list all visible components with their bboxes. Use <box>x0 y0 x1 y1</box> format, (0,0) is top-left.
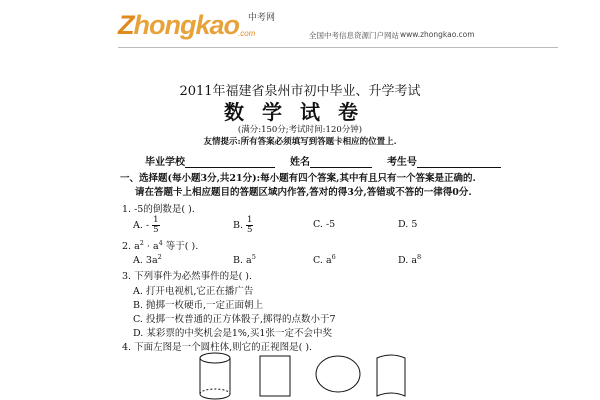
q1-b-num: 1 <box>247 215 253 225</box>
q1-a-label: A. - <box>133 220 150 231</box>
q2-stem-exp2: 4 <box>158 238 163 247</box>
q2-option-c <box>313 253 336 266</box>
q1-stem: 1. -5的倒数是( ). <box>122 204 195 215</box>
option-a-rectangle-figure <box>260 356 290 396</box>
q1-option-d: D. 5 <box>398 219 418 230</box>
q2-stem-a: 2. a <box>122 241 140 252</box>
q1-b-fraction <box>246 216 253 235</box>
site-tagline: 全国中考信息资源门户网站 <box>309 31 399 40</box>
student-info-row <box>145 153 501 168</box>
q3-option-c: C. 投掷一枚普通的正方体骰子,掷得的点数小于7 <box>133 314 336 325</box>
q2-stem-mid: · a <box>143 241 159 252</box>
logo-letter: Z <box>118 10 134 40</box>
q2-stem-exp1: 2 <box>139 238 144 247</box>
q3-stem: 3. 下列事件为必然事件的是( ). <box>122 271 253 282</box>
site-header <box>0 0 600 60</box>
q2-b-base: B. a <box>233 255 252 267</box>
q1-b-label: B. <box>233 220 244 231</box>
section1-heading: 一、选择题(每小题3分,共21分):每小题有四个答案,其中有且只有一个答案是正确的. <box>120 173 476 184</box>
site-url[interactable]: www.zhongkao.com <box>400 30 475 39</box>
q2-c-exp: 6 <box>331 253 336 261</box>
q2-stem-end: 等于( ). <box>162 241 199 252</box>
q1-option-a <box>133 216 160 235</box>
q2-d-base: D. a <box>398 255 417 267</box>
site-logo[interactable] <box>118 10 239 41</box>
header-divider <box>118 47 558 48</box>
q1-a-fraction <box>152 216 159 235</box>
option-c-curved-figure <box>377 355 405 396</box>
logo-cn-text: 中考网 <box>248 13 276 23</box>
q2-stem <box>122 238 198 252</box>
q3-option-b: B. 抛掷一枚硬币,一定正面朝上 <box>133 300 264 311</box>
school-blank <box>185 158 275 168</box>
score-info: (满分:150分;考试时间:120分钟) <box>237 125 363 135</box>
reminder-note: 友情提示:所有答案必须填写到答题卡相应的位置上. <box>203 137 397 147</box>
subject-title: 数学试卷 <box>224 100 376 124</box>
q2-a-base: A. 3a <box>133 255 158 267</box>
exam-title: 2011年福建省泉州市初中毕业、升学考试 <box>179 84 421 99</box>
q3-option-a: A. 打开电视机,它正在播广告 <box>133 286 254 297</box>
section1-instructions: 请在答题卡上相应题目的答题区域内作答,答对的得3分,答错或不答的一律得0分. <box>135 187 472 198</box>
q2-option-d <box>398 253 421 266</box>
q2-b-exp: 5 <box>251 253 256 261</box>
exam-no-label: 考生号 <box>386 157 417 168</box>
q1-a-num: 1 <box>153 215 159 225</box>
exam-no-blank <box>417 158 501 168</box>
q3-option-d: D. 某彩票的中奖机会是1%,买1张一定不会中奖 <box>133 328 332 339</box>
logo-domain: .com <box>238 29 256 38</box>
q2-d-exp: 8 <box>416 253 422 261</box>
q1-b-den: 5 <box>247 225 253 235</box>
q1-a-den: 5 <box>153 225 159 235</box>
cylinder-figure <box>200 353 230 399</box>
logo-text: hongkao <box>133 10 239 40</box>
q1-option-c: C. -5 <box>313 219 336 230</box>
q2-a-exp: 2 <box>157 253 162 261</box>
q2-c-base: C. a <box>313 255 332 267</box>
q4-figures <box>195 350 455 400</box>
q2-option-b <box>233 253 256 266</box>
q1-option-b <box>233 216 253 235</box>
school-label: 毕业学校 <box>145 157 185 168</box>
q2-option-a <box>133 253 162 266</box>
name-blank <box>310 158 372 168</box>
q4-stem: 4. 下面左图是一个圆柱体,则它的正视图是( ). <box>122 342 313 353</box>
option-b-ellipse-figure <box>316 356 360 392</box>
name-label: 姓名 <box>289 157 310 168</box>
